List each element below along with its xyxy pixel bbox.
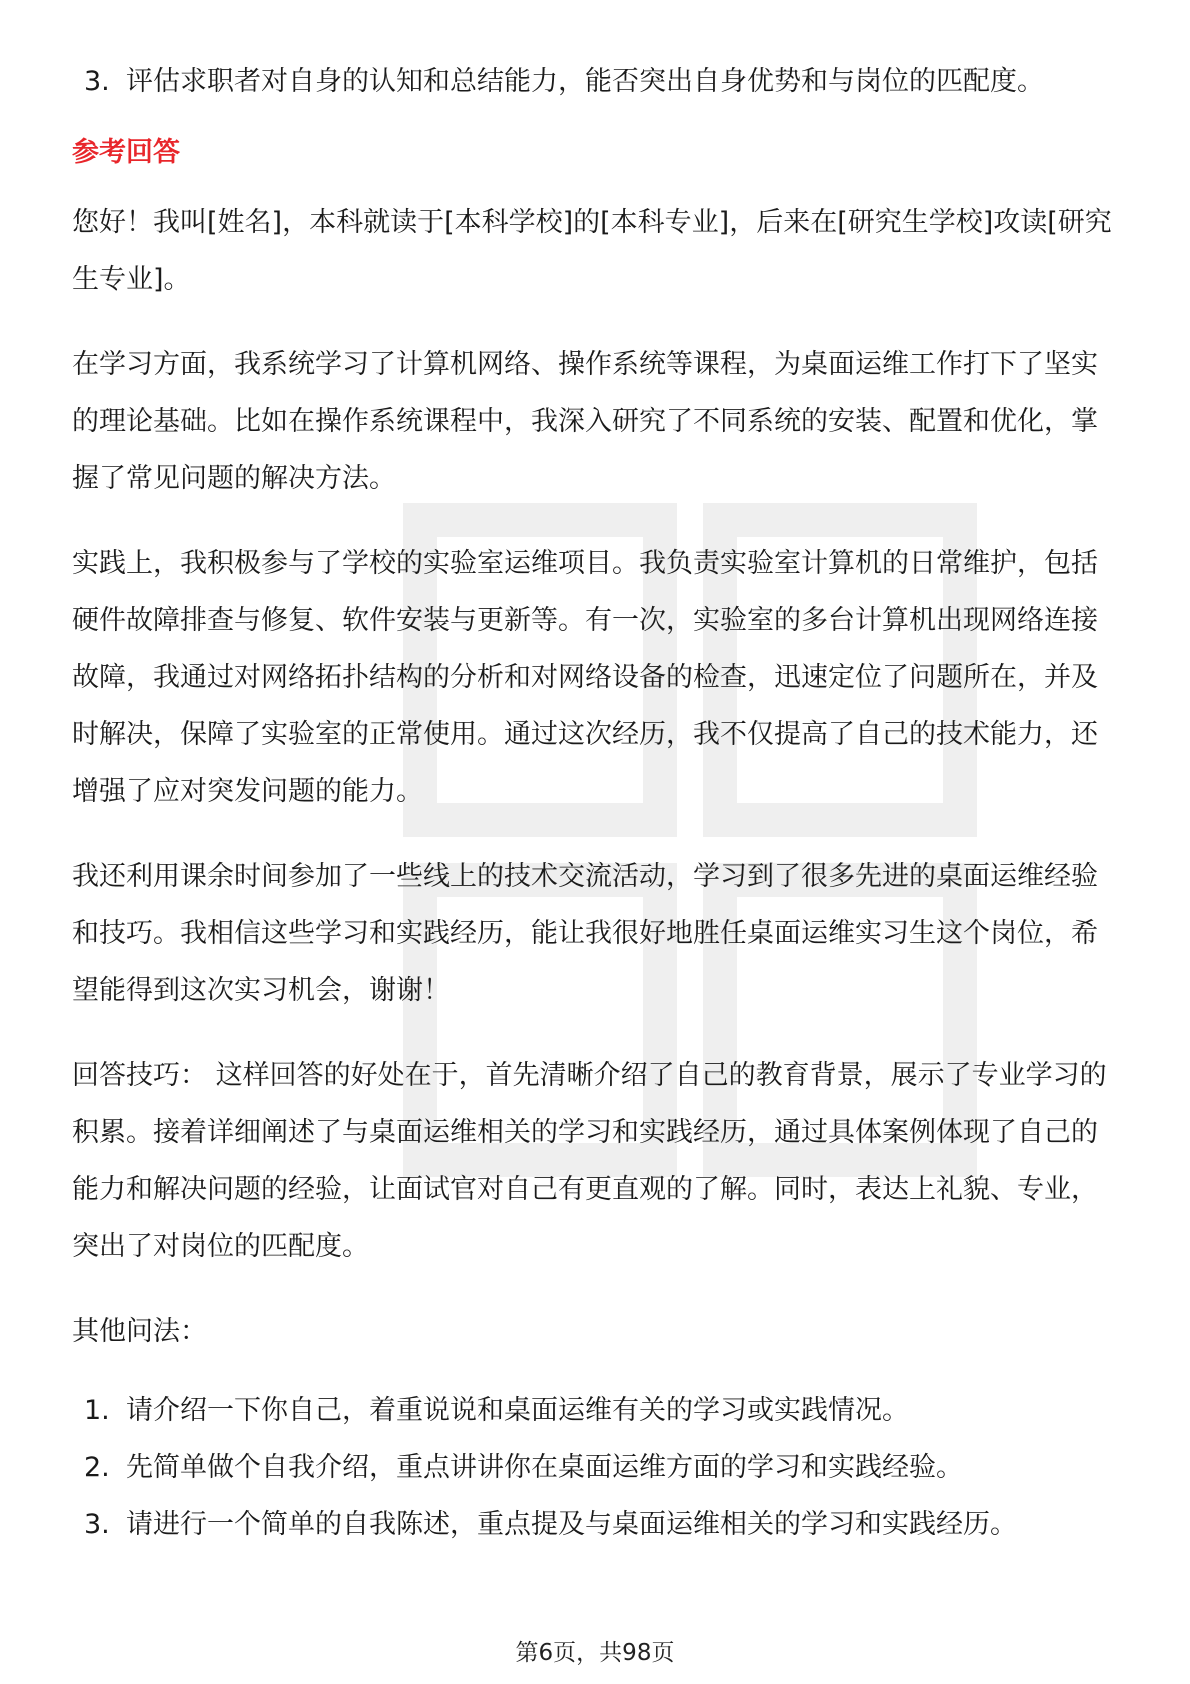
paragraph-other-questions: 其他问法： bbox=[72, 1316, 207, 1347]
paragraph-intro: 您好！我叫[姓名]，本科就读于[本科学校]的[本科专业]，后来在[研究生学校]攻读[研究生专业]。 bbox=[72, 207, 1112, 295]
list-item bbox=[72, 1439, 1122, 1496]
page-number-footer: 第6页，共98页 bbox=[515, 1640, 675, 1666]
list-text: 先简单做个自我介绍，重点讲讲你在桌面运维方面的学习和实践经验。 bbox=[126, 1452, 963, 1483]
list-number: 3. bbox=[84, 66, 110, 97]
list-item bbox=[72, 1382, 1122, 1439]
list-text: 评估求职者对自身的认知和总结能力，能否突出自身优势和与岗位的匹配度。 bbox=[126, 66, 1044, 97]
document-body bbox=[72, 54, 1122, 1553]
paragraph-tips: 回答技巧： 这样回答的好处在于，首先清晰介绍了自己的教育背景，展示了专业学习的积累。接着详细阐述了与桌面运维相关的学习和实践经历，通过具体案例体现了自己的能力和解决问题的经验，让面试官对自己有更直观的了解。同时，表达上礼貌、专业，突出了对岗位的匹配度。 bbox=[72, 1060, 1107, 1262]
list-number: 3. bbox=[84, 1509, 110, 1540]
paragraph-practice: 实践上，我积极参与了学校的实验室运维项目。我负责实验室计算机的日常维护，包括硬件故障排查与修复、软件安装与更新等。有一次，实验室的多台计算机出现网络连接故障，我通过对网络拓扑结构的分析和对网络设备的检查，迅速定位了问题所在，并及时解决，保障了实验室的正常使用。通过这次经历，我不仅提高了自己的技术能力，还增强了应对突发问题的能力。 bbox=[72, 548, 1098, 807]
list-number: 1. bbox=[84, 1395, 110, 1426]
paragraph-activities: 我还利用课余时间参加了一些线上的技术交流活动，学习到了很多先进的桌面运维经验和技巧。我相信这些学习和实践经历，能让我很好地胜任桌面运维实习生这个岗位，希望能得到这次实习机会，谢谢！ bbox=[72, 861, 1098, 1006]
list-number: 2. bbox=[84, 1452, 110, 1483]
section-heading: 参考回答 bbox=[72, 137, 180, 168]
list-item bbox=[72, 1496, 1122, 1553]
list-text: 请介绍一下你自己，着重说说和桌面运维有关的学习或实践情况。 bbox=[126, 1395, 909, 1426]
other-questions-list bbox=[72, 1382, 1122, 1553]
list-text: 请进行一个简单的自我陈述，重点提及与桌面运维相关的学习和实践经历。 bbox=[126, 1509, 1017, 1540]
top-list-item bbox=[72, 54, 1122, 110]
paragraph-study: 在学习方面，我系统学习了计算机网络、操作系统等课程，为桌面运维工作打下了坚实的理论基础。比如在操作系统课程中，我深入研究了不同系统的安装、配置和优化，掌握了常见问题的解决方法。 bbox=[72, 349, 1098, 494]
